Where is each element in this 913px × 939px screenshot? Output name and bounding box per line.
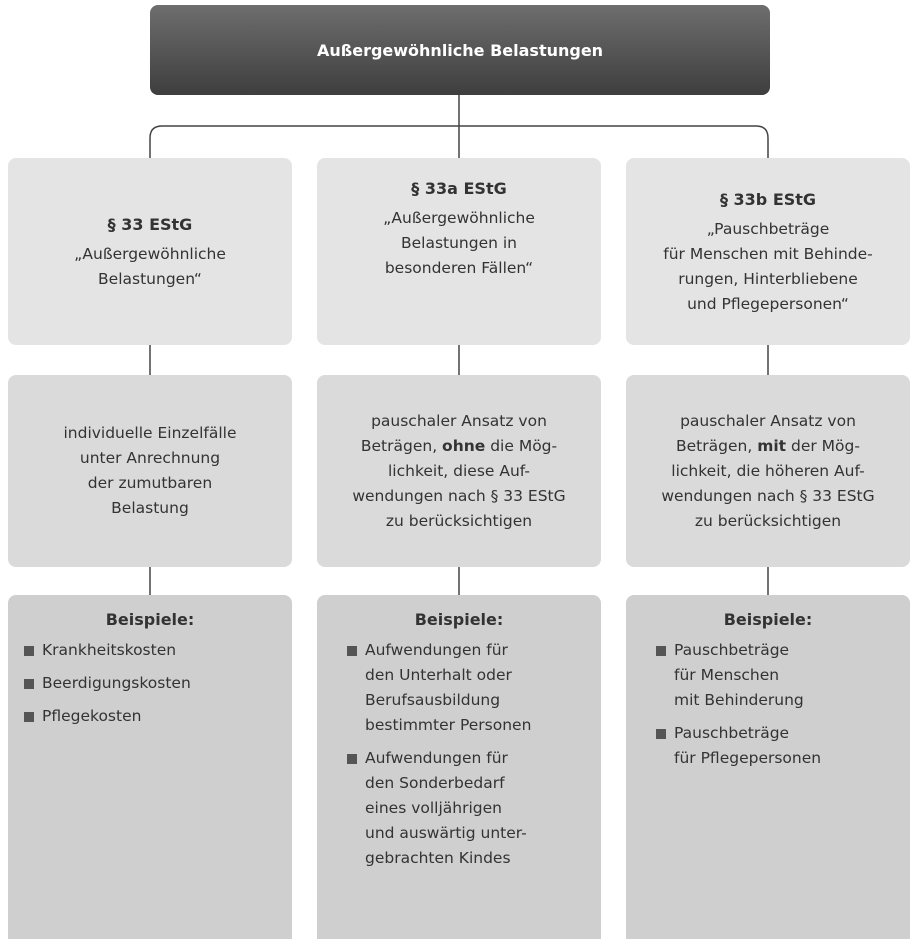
col2-law-box [317,158,601,345]
col3-description [661,409,874,534]
col1-examples-title: Beispiele: [105,610,195,629]
col1-description-box [8,375,292,567]
square-bullet-icon [24,679,34,689]
square-bullet-icon [347,646,357,656]
example-text: Pauschbeträge für Menschen mit Behinderung [674,641,804,709]
example-text: Krankheitskosten [42,641,177,659]
col3-title: „Pauschbeträge für Menschen mit Behinde- rungen, Hinterbliebene und Pflegepersonen“ [663,219,873,313]
col2-description [352,409,565,534]
col1-description-line: unter Anrechnung [79,449,221,467]
example-text: Beerdigungskosten [42,674,191,692]
list-item [24,671,276,696]
list-item [24,638,276,663]
square-bullet-icon [656,729,666,739]
square-bullet-icon [24,712,34,722]
list-item [656,638,894,713]
col1-examples-box [8,595,292,939]
example-text: Pflegekosten [42,707,142,725]
list-item [656,721,894,771]
col3-description-post: der Mög- lichkeit, die höheren Auf- wendungen nach § 33 EStG zu berücksichtigen [661,436,875,530]
col2-description-post: die Mög- lichkeit, diese Auf- wendungen nach § 33 EStG zu berücksichtigen [352,436,566,530]
col3-description-box [626,375,910,567]
col3-law-box [626,158,910,345]
col3-description-pre: pauschaler Ansatz von Beträgen, [676,411,856,455]
col3-paragraph: § 33b EStG [719,189,817,209]
col1-title: „Außergewöhnliche Belastungen“ [74,244,226,288]
square-bullet-icon [24,646,34,656]
list-item [347,746,585,871]
col1-paragraph: § 33 EStG [107,214,193,234]
list-item [24,704,276,729]
col2-description-emphasis: ohne [442,436,486,455]
col2-title: „Außergewöhnliche Belastungen in besonderen Fällen“ [383,209,535,277]
col2-examples-title: Beispiele: [414,610,504,629]
col3-examples-title: Beispiele: [723,610,813,629]
header-title: Außergewöhnliche Belastungen [316,40,604,60]
col3-examples-box [626,595,910,939]
col2-examples-box [317,595,601,939]
col3-description-emphasis: mit [757,436,787,455]
example-text: Aufwendungen für den Unterhalt oder Berufsausbildung bestimmter Personen [365,641,532,734]
list-item [347,638,585,738]
col2-description-box [317,375,601,567]
example-text: Aufwendungen für den Sonderbedarf eines volljährigen und auswärtig unter- gebrachten Kindes [365,749,527,867]
square-bullet-icon [656,646,666,656]
square-bullet-icon [347,754,357,764]
col2-paragraph: § 33a EStG [411,179,507,198]
col2-description-pre: pauschaler Ansatz von Beträgen, [360,411,547,455]
col1-law-box [8,158,292,345]
example-text: Pauschbeträge für Pflegepersonen [674,724,822,767]
header-box [150,5,770,95]
col1-description-line: Belastung [111,499,189,517]
col1-description-line: individuelle Einzelfälle [63,424,237,442]
col1-description-line: der zumutbaren [87,474,213,492]
